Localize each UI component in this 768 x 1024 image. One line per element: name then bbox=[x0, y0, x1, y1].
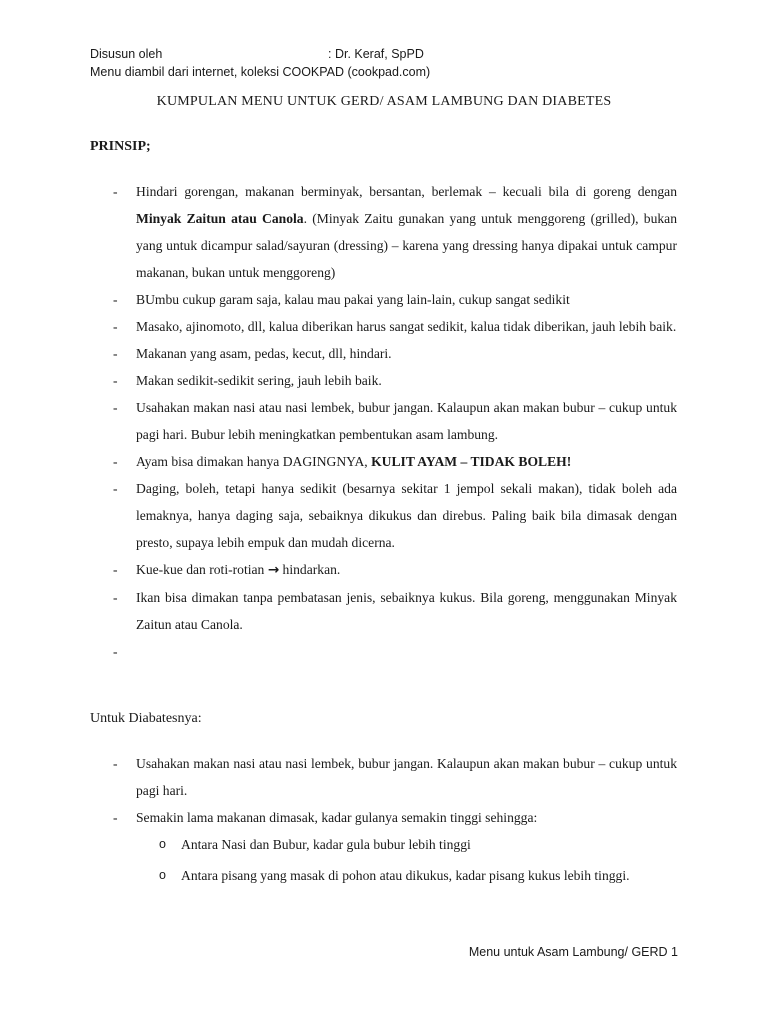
item-text: Antara Nasi dan Bubur, kadar gula bubur lebih tinggi bbox=[181, 837, 471, 852]
dash-marker: - bbox=[113, 562, 118, 577]
list-item bbox=[0, 584, 768, 638]
list-item bbox=[0, 367, 768, 394]
bullet-marker: o bbox=[159, 868, 166, 882]
list-item bbox=[0, 340, 768, 367]
list-item bbox=[0, 556, 768, 584]
item-bold-text: Minyak Zaitun atau Canola bbox=[136, 211, 304, 226]
page-footer: Menu untuk Asam Lambung/ GERD 1 bbox=[468, 945, 678, 959]
dash-marker: - bbox=[113, 184, 118, 199]
item-text: BUmbu cukup garam saja, kalau mau pakai yang lain-lain, cukup sangat sedikit bbox=[136, 292, 570, 307]
dash-marker: - bbox=[113, 644, 118, 659]
item-text: Kue-kue dan roti-rotian bbox=[136, 562, 268, 577]
list-item bbox=[0, 804, 768, 831]
dash-marker: - bbox=[113, 373, 118, 388]
dash-marker: - bbox=[113, 810, 118, 825]
author-line bbox=[90, 46, 424, 62]
item-bold-text: KULIT AYAM – TIDAK BOLEH! bbox=[371, 454, 572, 469]
item-text: Ayam bisa dimakan hanya DAGINGNYA, bbox=[136, 454, 372, 469]
dash-marker: - bbox=[113, 400, 118, 415]
list-item bbox=[0, 475, 768, 556]
author-value: : Dr. Keraf, SpPD bbox=[328, 47, 424, 61]
dash-marker: - bbox=[113, 590, 118, 605]
diabetes-list bbox=[0, 750, 768, 889]
author-label: Disusun oleh bbox=[90, 47, 163, 61]
item-text: Makan sedikit-sedikit sering, jauh lebih baik. bbox=[136, 373, 382, 388]
dash-marker: - bbox=[113, 481, 118, 496]
item-text: Usahakan makan nasi atau nasi lembek, bubur jangan. Kalaupun akan makan bubur – cukup untuk pagi hari. Bubur lebih meningkatkan pembentukan asam lambung. bbox=[136, 400, 677, 442]
item-text: Ikan bisa dimakan tanpa pembatasan jenis, sebaiknya kukus. Bila goreng, menggunakan Minyak Zaitun atau Canola. bbox=[136, 590, 677, 632]
diabetes-heading: Untuk Diabatesnya: bbox=[90, 711, 202, 726]
item-text: Usahakan makan nasi atau nasi lembek, bubur jangan. Kalaupun akan makan bubur – cukup untuk pagi hari. bbox=[136, 756, 677, 798]
sub-list-item bbox=[0, 831, 768, 858]
list-item bbox=[0, 750, 768, 804]
list-item bbox=[0, 448, 768, 475]
dash-marker: - bbox=[113, 292, 118, 307]
source-line: Menu diambil dari internet, koleksi COOKPAD (cookpad.com) bbox=[90, 65, 431, 79]
bullet-marker: o bbox=[159, 837, 166, 851]
sub-list-item bbox=[0, 862, 768, 889]
item-text: Masako, ajinomoto, dll, kalua diberikan harus sangat sedikit, kalua tidak diberikan, jauh lebih baik. bbox=[136, 319, 677, 334]
item-text: Antara pisang yang masak di pohon atau dikukus, kadar pisang kukus lebih tinggi. bbox=[181, 868, 630, 883]
list-item bbox=[0, 178, 768, 286]
document-title: KUMPULAN MENU UNTUK GERD/ ASAM LAMBUNG DAN DIABETES bbox=[156, 94, 612, 109]
dash-marker: - bbox=[113, 756, 118, 771]
item-text: hindarkan. bbox=[279, 562, 341, 577]
dash-marker: - bbox=[113, 454, 118, 469]
list-item bbox=[0, 313, 768, 340]
prinsip-list bbox=[0, 178, 768, 665]
list-item bbox=[0, 394, 768, 448]
item-text: Makanan yang asam, pedas, kecut, dll, hindari. bbox=[136, 346, 392, 361]
item-text: Hindari gorengan, makanan berminyak, bersantan, berlemak – kecuali bila di goreng dengan bbox=[136, 184, 677, 199]
dash-marker: - bbox=[113, 319, 118, 334]
list-item bbox=[0, 286, 768, 313]
item-text: Semakin lama makanan dimasak, kadar gulanya semakin tinggi sehingga: bbox=[136, 810, 538, 825]
prinsip-heading: PRINSIP; bbox=[90, 139, 151, 154]
arrow-right-icon: → bbox=[267, 562, 280, 578]
dash-marker: - bbox=[113, 346, 118, 361]
item-text: Daging, boleh, tetapi hanya sedikit (besarnya sekitar 1 jempol sekali makan), tidak boleh ada lemaknya, hanya daging saja, sebaiknya dikukus dan direbus. Paling baik bila dimasak dengan presto, supaya lebih empuk dan mudah dicerna. bbox=[136, 481, 677, 550]
item-text: . (Minyak Zaitu gunakan yang untuk menggoreng (grilled), bukan yang untuk dicampur salad/sayuran (dressing) – karena yang dressing hanya dipakai untuk campur makanan, bukan untuk menggoreng) bbox=[136, 211, 677, 280]
list-item-empty bbox=[0, 638, 768, 665]
